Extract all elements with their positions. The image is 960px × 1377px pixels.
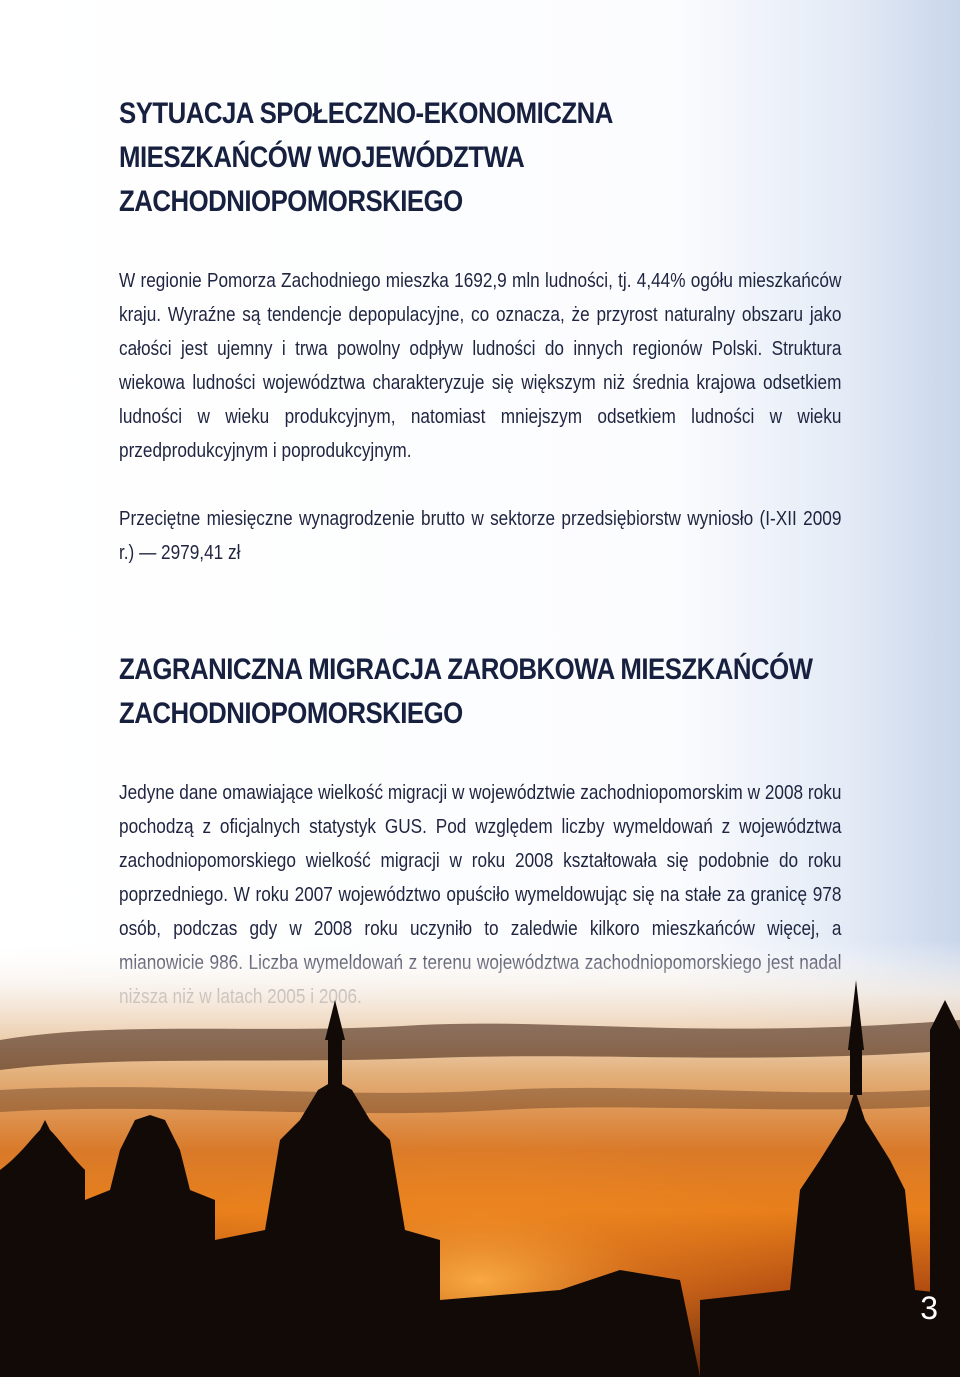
page-number: 3 bbox=[920, 1290, 938, 1326]
heading-line: MIESZKAŃCÓW WOJEWÓDZTWA bbox=[119, 141, 525, 174]
section-heading-migration bbox=[119, 648, 841, 736]
heading-line: ZAGRANICZNA MIGRACJA ZAROBKOWA MIESZKAŃCÓW bbox=[119, 653, 813, 686]
section-heading-socioeconomic bbox=[119, 92, 841, 224]
paragraph-salary: Przeciętne miesięczne wynagrodzenie brutto w sektorze przedsiębiorstw wyniosło (I-XII 2009 r.) — 2979,41 zł bbox=[119, 508, 842, 564]
sunset-skyline-photo bbox=[0, 940, 960, 1377]
heading-line: ZACHODNIOPOMORSKIEGO bbox=[119, 697, 463, 730]
heading-line: SYTUACJA SPOŁECZNO-EKONOMICZNA bbox=[119, 97, 613, 130]
heading-line: ZACHODNIOPOMORSKIEGO bbox=[119, 185, 463, 218]
text-column bbox=[119, 92, 841, 1014]
paragraph-migration: Jedyne dane omawiające wielkość migracji w województwie zachodniopomorskim w 2008 roku pochodzą z oficjalnych statystyk GUS. Pod względem liczby wymeldowań z województwa zachodniopomorskiego wielkość migracji w roku 2008 kształtowała się podobnie do roku poprzedniego. W roku 2007 województwo opuściło wymeldowując się na stałe za granicę 978 osób, podczas gdy w 2008 roku uczyniło to zaledwie kilkoro mieszkańców więcej, a bbox=[119, 782, 842, 940]
paragraph-population: W regionie Pomorza Zachodniego mieszka 1692,9 mln ludności, tj. 4,44% ogółu mieszkańców kraju. Wyraźne są tendencje depopulacyjne, co oznacza, że przyrost naturalny obszaru jako całości jest ujemny i trwa powolny odpływ ludności do innych regionów Polski. Struktura wiekowa ludności województwa charakteryzuje się większym niż średnia krajowa odsetkiem ludności w wieku produkcyjnym, natomiast mniejszym odsetkiem ludności w wieku przedprodukcyjnym i poprodukcyjnym. bbox=[119, 270, 842, 462]
